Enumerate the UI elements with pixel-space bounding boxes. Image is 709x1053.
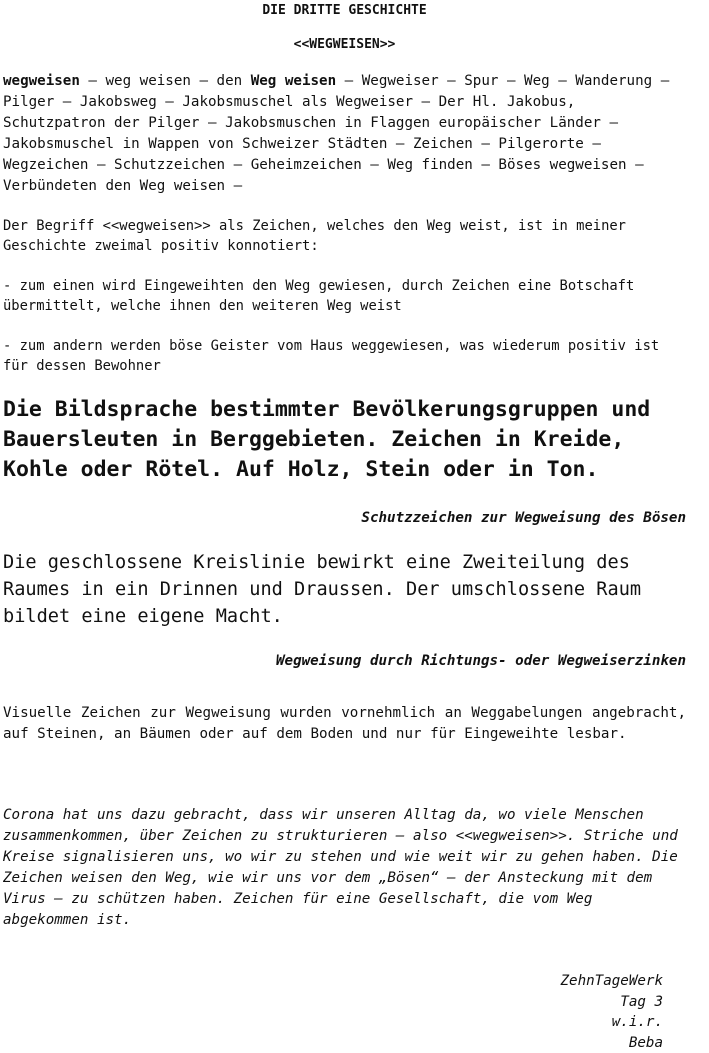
headline: Die Bildsprache bestimmter Bevölkerungsgruppen und Bauersleuten in Berggebieten. Zeichen in Kreide, Kohle oder Rötel. Auf Holz, Stein oder in Ton. [3, 395, 686, 485]
bullet-point: - zum andern werden böse Geister vom Haus weggewiesen, was wiederum positiv ist für dessen Bewohner [3, 336, 686, 376]
bullet-point: - zum einen wird Eingeweihten den Weg gewiesen, durch Zeichen eine Botschaft übermittelt, welche ihnen den weiteren Weg weist [3, 276, 686, 316]
signature-line: Beba [561, 1033, 664, 1053]
document-title: DIE DRITTE GESCHICHTE [3, 3, 686, 19]
section-body: Die geschlossene Kreislinie bewirkt eine Zweiteilung des Raumes in ein Drinnen und Draussen. Der umschlossene Raum bildet eine eigene Macht. [3, 549, 686, 630]
intro-paragraph: Der Begriff <<wegweisen>> als Zeichen, welches den Weg weist, ist in meiner Geschichte zweimal positiv konnotiert: [3, 216, 686, 256]
keyword-bold: Weg weisen [251, 73, 336, 89]
keyword-bold: wegweisen [3, 73, 80, 89]
keyword-paragraph [3, 71, 686, 197]
signature-line: Tag 3 [561, 992, 664, 1013]
document-subtitle: <<WEGWEISEN>> [3, 37, 686, 53]
section-heading: Wegweisung durch Richtungs- oder Wegweiserzinken [3, 651, 686, 671]
keyword-text: – Wegweiser – Spur – Weg – Wanderung – Pilger – Jakobsweg – Jakobsmuschel als Wegweiser – Der Hl. Jakobus, Schutzpatron der Pilger – Jakobsmuschen in Flaggen europäischer Länder – Jakobsmuschel in Wappen von Schweizer Städten – Zeichen – Pilgerorte – Wegzeichen – Schutzzeichen – Geheimzeichen – Weg finden – Böses wegweisen – Verbündeten den Weg weisen – [3, 73, 669, 194]
signature-line: ZehnTageWerk [561, 971, 664, 992]
signature-line: w.i.r. [561, 1012, 664, 1033]
section-heading: Schutzzeichen zur Wegweisung des Bösen [3, 508, 686, 528]
signature-block [561, 971, 664, 1053]
corona-paragraph: Corona hat uns dazu gebracht, dass wir unseren Alltag da, wo viele Menschen zusammenkommen, über Zeichen zu strukturieren – also <<wegweisen>>. Striche und Kreise signalisieren uns, wo wir zu stehen und wie weit wir zu gehen haben. Die Zeichen weisen den Weg, wie wir uns vor dem „Bösen“ – der Ansteckung mit dem Virus – zu schützen haben. Zeichen für eine Gesellschaft, die vom Weg abgekommen ist. [3, 805, 686, 931]
keyword-text: – weg weisen – den [80, 73, 251, 89]
section-body: Visuelle Zeichen zur Wegweisung wurden vornehmlich an Weggabelungen angebracht, auf Steinen, an Bäumen oder auf dem Boden und nur für Eingeweihte lesbar. [3, 703, 686, 745]
